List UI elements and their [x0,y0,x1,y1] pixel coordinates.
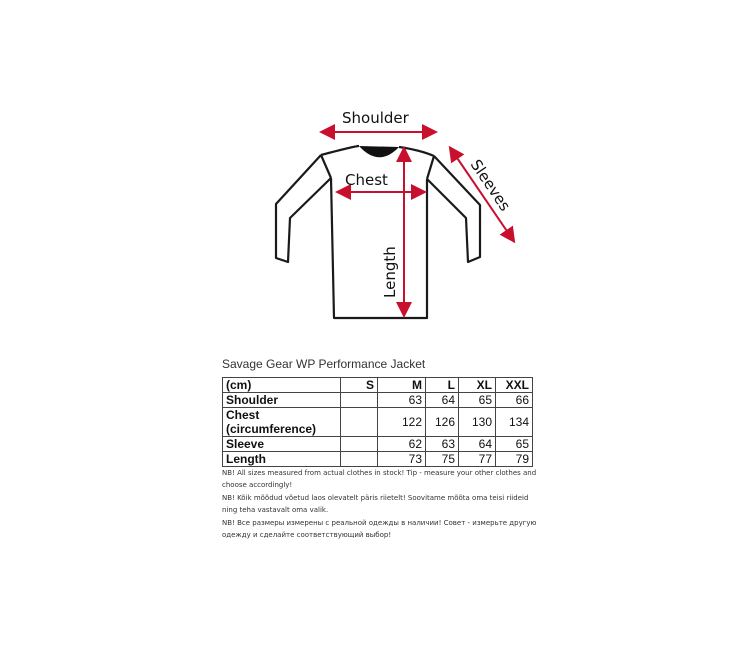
row-label: Shoulder [223,393,341,408]
sleeves-label: Sleeves [466,156,515,215]
table-cell: 122 [378,408,426,437]
table-cell: 63 [426,437,459,452]
note-estonian: NB! Kõik mõõdud võetud laos olevatelt päris riietelt! Soovitame mõõta oma teisi riideid ning teha vastavalt oma valik. [222,494,529,514]
table-cell: 130 [459,408,496,437]
note-russian: NB! Все размеры измерены с реальной одежды в наличии! Совет - измерьте другую одежду и сделайте соответствующий выбор! [222,519,537,539]
table-cell: 64 [426,393,459,408]
header-xxl: XXL [496,378,533,393]
length-label: Length [381,246,399,298]
table-cell [341,393,378,408]
table-cell: 64 [459,437,496,452]
row-label: Chest (circumference) [223,408,341,437]
table-cell: 77 [459,452,496,467]
table-cell [341,408,378,437]
table-cell [341,437,378,452]
table-cell: 62 [378,437,426,452]
collar-shape [359,146,399,157]
size-table [222,377,533,467]
table-row [223,408,533,437]
table-cell [341,452,378,467]
table-cell: 73 [378,452,426,467]
table-cell: 79 [496,452,533,467]
table-header-row [223,378,533,393]
table-cell: 66 [496,393,533,408]
header-unit: (cm) [223,378,341,393]
shoulder-label: Shoulder [342,109,409,127]
table-cell: 75 [426,452,459,467]
table-row [223,393,533,408]
header-m: M [378,378,426,393]
header-l: L [426,378,459,393]
table-cell: 65 [496,437,533,452]
table-row [223,452,533,467]
table-cell: 63 [378,393,426,408]
chest-label: Chest [345,171,388,189]
table-cell: 126 [426,408,459,437]
product-title: Savage Gear WP Performance Jacket [222,357,426,371]
header-xl: XL [459,378,496,393]
table-row [223,437,533,452]
row-label: Length [223,452,341,467]
row-label: Sleeve [223,437,341,452]
table-cell: 134 [496,408,533,437]
header-s: S [341,378,378,393]
note-english: NB! All sizes measured from actual clothes in stock! Tip - measure your other clothes and choose accordingly! [222,469,537,489]
table-cell: 65 [459,393,496,408]
